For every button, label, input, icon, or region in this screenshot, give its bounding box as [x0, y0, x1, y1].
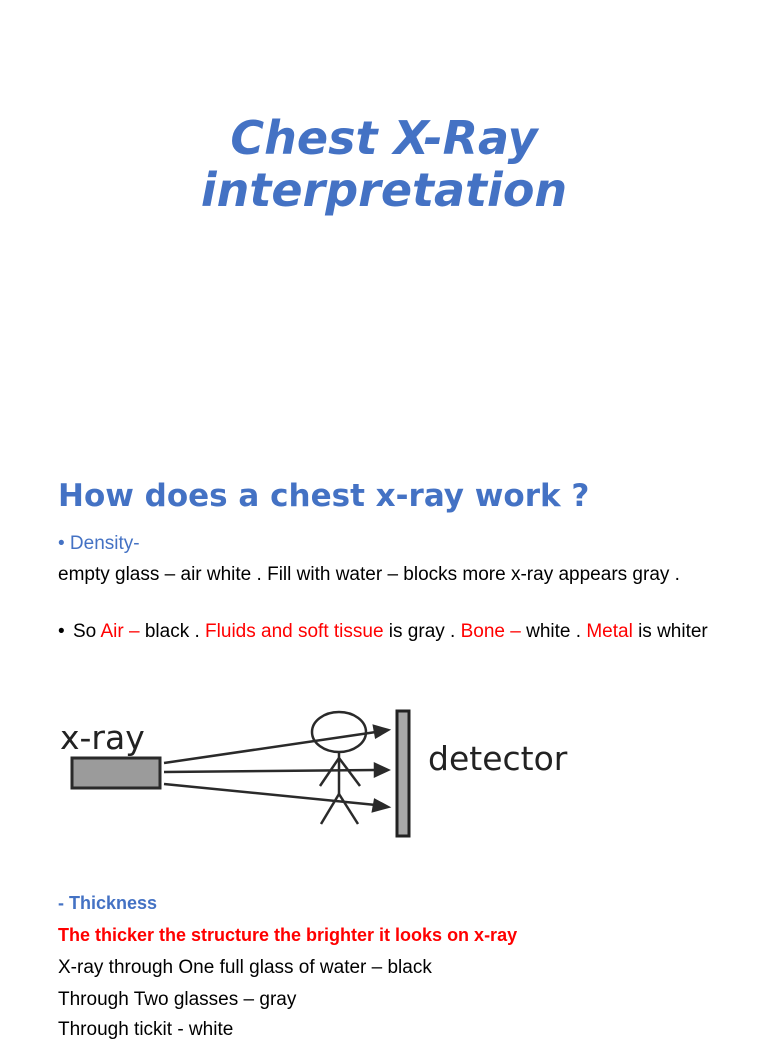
- arrow-head-middle: [375, 764, 388, 776]
- stick-figure: [312, 712, 366, 824]
- xray-label: x-ray: [60, 718, 145, 757]
- text-black: black .: [139, 621, 206, 642]
- xray-beam-arrows: [164, 726, 388, 811]
- text-is-gray: is gray .: [383, 621, 461, 642]
- slide-heading: How does a chest x-ray work ?: [58, 478, 590, 514]
- arrow-head-top: [374, 726, 388, 737]
- bullet-densities-list: [58, 619, 718, 644]
- beam-arrow-top: [164, 732, 376, 763]
- beam-arrow-middle: [164, 770, 376, 772]
- figure-arm-left: [320, 758, 339, 786]
- arrow-head-bottom: [373, 800, 388, 811]
- bullet-marker: •: [58, 621, 65, 642]
- title-line-1: Chest X-Ray: [230, 111, 538, 165]
- figure-arm-right: [339, 758, 360, 786]
- text-bone: Bone –: [460, 621, 521, 642]
- thick-line: Through tickit - white: [58, 1019, 234, 1040]
- xray-source-box: [72, 758, 160, 788]
- figure-head: [312, 712, 366, 752]
- thickness-rule: The thicker the structure the brighter it looks on x-ray: [58, 925, 518, 945]
- bullet-text: [58, 619, 718, 644]
- xray-diagram: [58, 706, 628, 842]
- text-so: So: [73, 621, 101, 642]
- slide-title: [0, 112, 768, 216]
- density-paragraph: empty glass – air white . Fill with water – blocks more x-ray appears gray .: [58, 564, 680, 585]
- text-fluids: Fluids and soft tissue: [205, 621, 384, 642]
- two-glasses-line: Through Two glasses – gray: [58, 989, 297, 1010]
- figure-leg-left: [321, 794, 339, 824]
- one-glass-line: X-ray through One full glass of water – black: [58, 957, 432, 978]
- text-air: Air –: [100, 621, 140, 642]
- bullet-density: • Density-: [58, 533, 140, 554]
- text-is-whiter: is whiter: [632, 621, 708, 642]
- text-white: white .: [520, 621, 587, 642]
- title-line-2: interpretation: [200, 163, 568, 217]
- thickness-label: - Thickness: [58, 893, 158, 913]
- detector-label: detector: [428, 739, 568, 778]
- text-metal: Metal: [586, 621, 633, 642]
- figure-leg-right: [339, 794, 358, 824]
- detector-plate: [397, 711, 409, 836]
